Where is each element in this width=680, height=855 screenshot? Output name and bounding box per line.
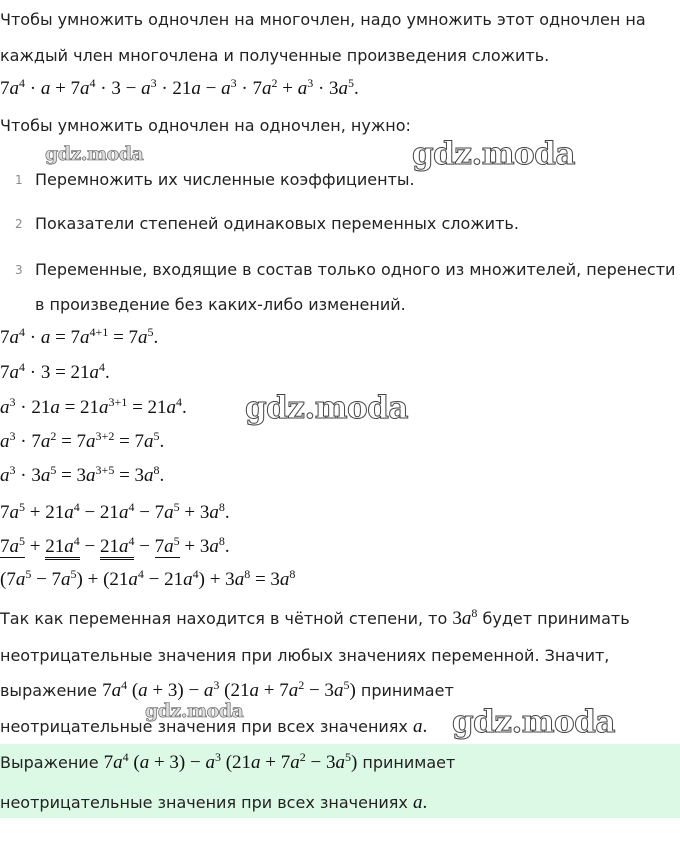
formula-grouped: $(7a^5 - 7a^5) + (21a^4 - 21a^4) + 3a^8 = 3a^8$ <box>0 567 296 590</box>
formula-step-1: $7a^4 \cdot a = 7a^{4+1} = 7a^5$. <box>0 325 159 348</box>
conclusion-line-2: неотрицательные значения при любых значениях переменной. Значит, <box>0 646 610 665</box>
formula-step-4: $a^3 \cdot 7a^2 = 7a^{3+2} = 7a^5$. <box>0 429 165 452</box>
answer-line-2: неотрицательные значения при всех значениях a. <box>0 792 428 813</box>
rule-heading: Чтобы умножить одночлен на одночлен, нужно: <box>0 116 411 135</box>
formula-expansion: $7a^4 \cdot a + 7a^4 \cdot 3 - a^3 \cdot 21a - a^3 \cdot 7a^2 + a^3 \cdot 3a^5$. <box>0 76 359 99</box>
rule-text: Переменные, входящие в состав только одного из множителей, перенести <box>35 260 676 279</box>
rule-text-continued: в произведение без каких-либо изменений. <box>35 295 406 314</box>
answer-block <box>0 744 680 818</box>
watermark-logo: gdz.moda <box>45 143 144 165</box>
conclusion-line-3: выражение $7a^4$ $(a + 3) - a^3$ $(21a + 7a^2 - 3a^5)$ принимает <box>0 678 454 701</box>
formula-step-5: $a^3 \cdot 3a^5 = 3a^{3+5} = 3a^8$. <box>0 463 165 486</box>
watermark-logo: gdz.moda <box>412 136 575 172</box>
watermark-logo: gdz.moda <box>245 390 408 426</box>
intro-line-1: Чтобы умножить одночлен на многочлен, надо умножить этот одночлен на <box>0 10 646 29</box>
conclusion-line-4: неотрицательные значения при всех значениях a. <box>0 716 428 737</box>
rule-number: 3 <box>15 263 23 277</box>
formula-sum: $7a^5 + 21a^4 - 21a^4 - 7a^5 + 3a^8$. <box>0 500 230 523</box>
rule-text: Перемножить их численные коэффициенты. <box>35 170 415 189</box>
conclusion-line-1: Так как переменная находится в чётной степени, то $3a^8$ будет принимать <box>0 606 630 629</box>
answer-line-1: Выражение $7a^4$ $(a + 3) - a^3$ $(21a + 7a^2 - 3a^5)$ принимает <box>0 750 456 773</box>
intro-line-2: каждый член многочлена и полученные произведения сложить. <box>0 46 550 65</box>
watermark-logo: gdz.moda <box>452 704 615 740</box>
rule-number: 1 <box>15 173 23 187</box>
watermark-logo: gdz.moda <box>145 700 244 722</box>
formula-sum-underlined: $7a^5 + 21a^4 - 21a^4 - 7a^5 + 3a^8$. <box>0 536 230 558</box>
rule-text: Показатели степеней одинаковых переменных сложить. <box>35 214 519 233</box>
formula-step-3: $a^3 \cdot 21a = 21a^{3+1} = 21a^4$. <box>0 395 187 418</box>
formula-step-2: $7a^4 \cdot 3 = 21a^4$. <box>0 360 110 383</box>
rule-number: 2 <box>15 217 23 231</box>
